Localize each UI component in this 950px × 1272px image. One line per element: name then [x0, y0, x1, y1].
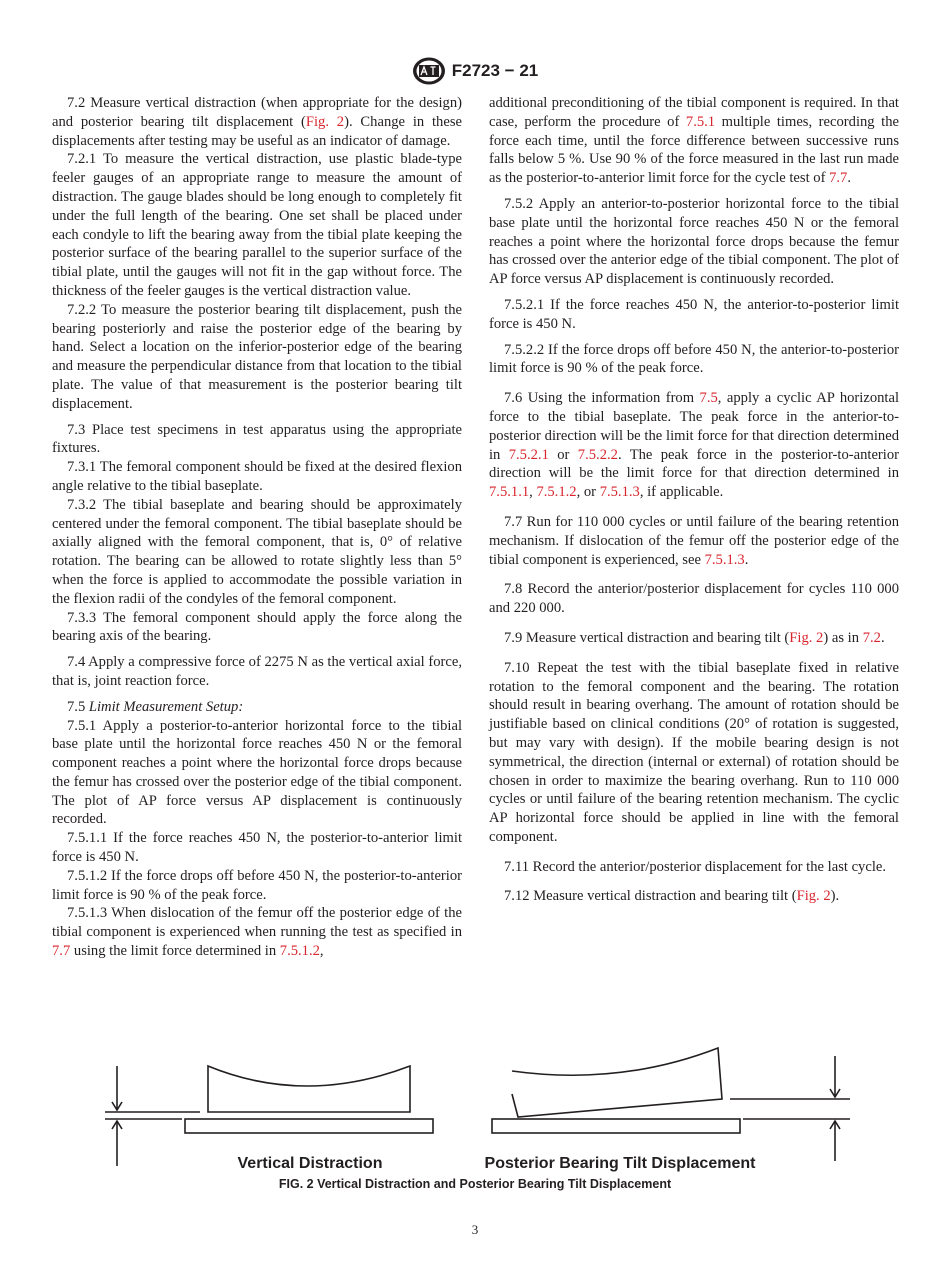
text-run: ). Change in these displacements after testing may be useful as an indicator of damage.	[52, 113, 462, 149]
text-run: 7.6 Using the information from	[504, 390, 700, 407]
cross-reference-link[interactable]: 7.5	[699, 390, 718, 407]
text-run: 7.5.1.1 If the force reaches 450 N, the posterior-to-anterior limit force is 450 N.	[52, 830, 462, 866]
bearing-right	[512, 1048, 722, 1117]
paragraph	[489, 296, 899, 334]
left-text-column	[52, 94, 462, 961]
italic-text: Limit Measurement Setup:	[88, 698, 244, 715]
paragraph	[489, 858, 899, 877]
cross-reference-link[interactable]: 7.5.1.2	[536, 484, 577, 501]
tibial-plate-left	[185, 1119, 433, 1133]
tibial-plate-right	[492, 1119, 740, 1133]
cross-reference-link[interactable]: Fig. 2	[789, 629, 824, 646]
paragraph	[52, 609, 462, 647]
text-run: ).	[830, 888, 840, 905]
paragraph	[52, 458, 462, 496]
cross-reference-link[interactable]: 7.5.1	[685, 113, 716, 130]
vertical-distraction-diagram	[105, 1066, 433, 1166]
cross-reference-link[interactable]: 7.5.1.3	[704, 551, 745, 568]
paragraph	[52, 94, 462, 150]
text-run: 7.8 Record the anterior/posterior displacement for cycles 110 000 and 220 000.	[489, 581, 899, 617]
text-run: ,	[319, 943, 324, 960]
text-run: 7.5.2 Apply an anterior-to-posterior horizontal force to the tibial base plate until the horizontal force reaches 450 N or the femoral reaches a point where the horizontal force drops because the femur has crossed over the anterior edge of the tibial component. The plot of AP force versus AP displacement is continuously recorded.	[489, 195, 899, 288]
figure-2-diagram	[90, 1046, 870, 1176]
text-run: 7.11 Record the anterior/posterior displacement for the last cycle.	[504, 858, 887, 875]
text-run: 7.12 Measure vertical distraction and bearing tilt (	[504, 888, 797, 905]
text-run: , if applicable.	[639, 484, 724, 501]
text-run: 7.5.2.1 If the force reaches 450 N, the anterior-to-posterior limit force is 450 N.	[489, 296, 899, 332]
page-header	[0, 56, 950, 86]
paragraph	[489, 389, 899, 502]
text-run: 7.9 Measure vertical distraction and bearing tilt (	[504, 629, 790, 646]
label-bearing-tilt: Posterior Bearing Tilt Displacement	[484, 1155, 756, 1172]
paragraph	[489, 513, 899, 569]
paragraph	[52, 653, 462, 691]
paragraph	[52, 904, 462, 960]
cross-reference-link[interactable]: 7.7	[829, 170, 848, 187]
text-run: ) as in	[823, 629, 863, 646]
bearing-left	[208, 1066, 410, 1112]
paragraph	[52, 150, 462, 300]
cross-reference-link[interactable]: Fig. 2	[305, 113, 345, 130]
text-run: 7.5.1.2 If the force drops off before 450 N, the posterior-to-anterior limit force is 90 % of the peak force.	[52, 867, 462, 903]
text-run: 7.5.1.3 When dislocation of the femur off the posterior edge of the tibial component is experienced when running the test as specified in	[52, 905, 462, 941]
paragraph	[489, 659, 899, 847]
paragraph	[489, 195, 899, 289]
cross-reference-link[interactable]: 7.7	[52, 943, 71, 960]
cross-reference-link[interactable]: Fig. 2	[796, 888, 831, 905]
text-run: 7.7 Run for 110 000 cycles or until failure of the bearing retention mechanism. If dislocation of the femur off the posterior edge of the tibial component is experienced, see	[489, 513, 899, 568]
paragraph	[52, 717, 462, 830]
paragraph	[489, 629, 899, 648]
paragraph	[52, 829, 462, 867]
text-run: or	[548, 446, 578, 463]
text-run: .	[744, 551, 749, 568]
paragraph	[52, 496, 462, 609]
text-run: 7.2 Measure vertical distraction (when appropriate for the design) and posterior bearing tilt displacement (	[52, 95, 462, 130]
label-vertical-distraction: Vertical Distraction	[237, 1155, 383, 1172]
text-run: 7.4 Apply a compressive force of 2275 N as the vertical axial force, that is, joint reaction force.	[52, 654, 462, 689]
text-run: 7.2.1 To measure the vertical distraction, use plastic blade-type feeler gauges of an appropriate range to measure the amount of distraction. The gauge blades should be long enough to completely fit under the full length of the bearing. One set shall be placed under each condyle to lift the bearing away from the tibial plate keeping the posterior surface of the bearing parallel to the superior surface of the tibial plate, until the gauges will not fit in the gap without force. The thickness of the feeler gauges is the vertical distraction value.	[52, 151, 462, 299]
cross-reference-link[interactable]: 7.5.2.1	[508, 446, 549, 463]
cross-reference-link[interactable]: 7.5.1.1	[489, 484, 530, 501]
text-run: 7.5.1 Apply a posterior-to-anterior horizontal force to the tibial base plate until the horizontal force reaches 450 N or the femoral component reaches a point where the horizontal force drops because the femur has crossed over the posterior edge of the tibial component. The plot of AP force versus AP displacement is continuously recorded.	[52, 717, 462, 828]
cross-reference-link[interactable]: 7.5.1.3	[599, 484, 640, 501]
text-run: 7.2.2 To measure the posterior bearing tilt displacement, push the bearing posteriorly and raise the posterior edge of the bearing by hand. Select a location on the inferior-posterior edge of the bearing and measure the perpendicular distance from that location to the tibial plate. The value of that measurement is the posterior bearing tilt displacement.	[52, 301, 462, 412]
cross-reference-link[interactable]: 7.5.2.2	[577, 446, 618, 463]
page-number: 3	[471, 1222, 479, 1237]
text-run: 7.3.2 The tibial baseplate and bearing should be approximately centered under the femoral component. The tibial baseplate should be axially aligned with the femoral component, that is, 0° of relative rotation. The bearing can be allowed to rotate slightly less than 5° when the force is applied to accommodate the possible variation in the flexion radii of the condyles of the femoral component.	[52, 496, 462, 607]
paragraph	[52, 867, 462, 905]
paragraph	[489, 94, 899, 188]
text-run: 7.3.1 The femoral component should be fixed at the desired flexion angle relative to the tibial baseplate.	[52, 459, 462, 494]
text-run: , apply a cyclic AP horizontal force to the tibial baseplate. The peak force in the anterior-to-posterior direction will be the limit force for that direction determined in	[489, 390, 899, 463]
paragraph	[489, 580, 899, 618]
text-run: 7.5	[67, 698, 89, 715]
standard-designation: F2723 − 21	[451, 61, 539, 80]
text-run: 7.3.3 The femoral component should apply the force along the bearing axis of the bearing.	[52, 609, 462, 645]
astm-logo-icon	[412, 56, 446, 86]
paragraph	[489, 887, 899, 906]
paragraph	[489, 341, 899, 379]
text-run: . The peak force in the posterior-to-anterior direction will be the limit force for that direction determined in	[489, 446, 899, 482]
text-run: .	[880, 629, 885, 646]
text-run: 7.5.2.2 If the force drops off before 450 N, the anterior-to-posterior limit force is 90 % of the peak force.	[489, 341, 899, 377]
cross-reference-link[interactable]: 7.5.1.2	[279, 943, 320, 960]
bearing-tilt-diagram	[492, 1048, 850, 1161]
text-run: 7.10 Repeat the test with the tibial baseplate fixed in relative rotation to the femoral component and the bearing. The rotation should result in bearing overhang. The amount of rotation should be justifiable based on clinical conditions (20° of rotation is suggested, but may vary with design). If the mobile bearing design is not symmetrical, the direction (internal or external) of rotation should be chosen in order to maximize the bearing overhang. Run to 110 000 cycles or until failure of the bearing retention mechanism. The cyclic AP horizontal force should be applied in line with the femoral component.	[489, 659, 899, 845]
text-run: additional preconditioning of the tibial component is required. In that case, perform the procedure of	[489, 95, 899, 130]
text-run: ,	[529, 484, 537, 501]
text-run: multiple times, recording the force each time, until the force difference between successive runs falls below 5 %. Use 90 % of the force measured in the last run made as the posterior-to-anterior limit force for the cycle test of	[489, 113, 899, 187]
paragraph	[52, 698, 462, 717]
paragraph	[52, 301, 462, 414]
text-run: using the limit force determined in	[70, 943, 280, 960]
text-run: , or	[576, 484, 600, 501]
text-run: .	[847, 170, 852, 187]
cross-reference-link[interactable]: 7.2	[862, 629, 881, 646]
text-run: 7.3 Place test specimens in test apparatus using the appropriate fixtures.	[52, 421, 462, 457]
right-text-column	[489, 94, 899, 906]
figure-caption: FIG. 2 Vertical Distraction and Posterior Bearing Tilt Displacement	[278, 1177, 672, 1191]
paragraph	[52, 421, 462, 459]
